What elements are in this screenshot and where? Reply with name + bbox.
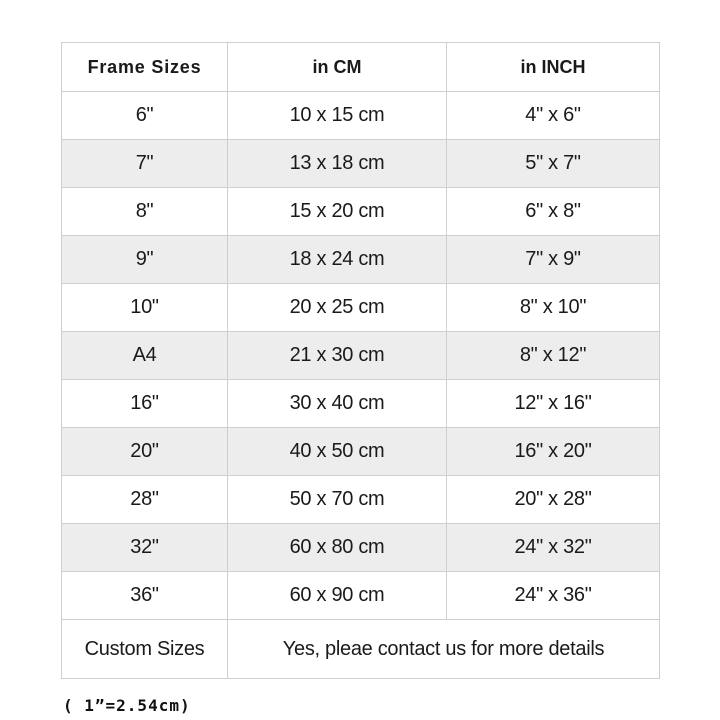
cm-size-cell: 40 x 50 cm <box>228 428 447 476</box>
table-row <box>62 524 660 572</box>
frame-size-cell: A4 <box>62 332 228 380</box>
frame-size-cell: 16" <box>62 380 228 428</box>
conversion-note: ( 1”=2.54cm) <box>63 696 191 715</box>
inch-size-cell: 20" x 28" <box>447 476 660 524</box>
inch-size-cell: 5" x 7" <box>447 140 660 188</box>
table-row <box>62 476 660 524</box>
table-row <box>62 572 660 620</box>
custom-sizes-text: Yes, pleae contact us for more details <box>228 620 660 679</box>
cm-size-cell: 13 x 18 cm <box>228 140 447 188</box>
inch-size-cell: 4" x 6" <box>447 92 660 140</box>
table-row <box>62 332 660 380</box>
custom-sizes-label: Custom Sizes <box>62 620 228 679</box>
inch-size-cell: 7" x 9" <box>447 236 660 284</box>
inch-size-cell: 16" x 20" <box>447 428 660 476</box>
cm-size-cell: 20 x 25 cm <box>228 284 447 332</box>
header-in-cm: in CM <box>228 43 447 92</box>
inch-size-cell: 8" x 12" <box>447 332 660 380</box>
table-row <box>62 284 660 332</box>
custom-sizes-row <box>62 620 660 679</box>
header-in-inch: in INCH <box>447 43 660 92</box>
cm-size-cell: 50 x 70 cm <box>228 476 447 524</box>
frame-size-cell: 32" <box>62 524 228 572</box>
table-row <box>62 428 660 476</box>
inch-size-cell: 6" x 8" <box>447 188 660 236</box>
table-row <box>62 236 660 284</box>
frame-size-cell: 20" <box>62 428 228 476</box>
frame-size-table <box>61 42 660 679</box>
table-row <box>62 380 660 428</box>
table-row <box>62 188 660 236</box>
cm-size-cell: 21 x 30 cm <box>228 332 447 380</box>
frame-size-cell: 28" <box>62 476 228 524</box>
frame-size-cell: 10" <box>62 284 228 332</box>
table-row <box>62 92 660 140</box>
header-frame-sizes: Frame Sizes <box>62 43 228 92</box>
frame-size-cell: 9" <box>62 236 228 284</box>
frame-size-cell: 6" <box>62 92 228 140</box>
table-header-row <box>62 43 660 92</box>
frame-size-cell: 36" <box>62 572 228 620</box>
inch-size-cell: 24" x 32" <box>447 524 660 572</box>
cm-size-cell: 18 x 24 cm <box>228 236 447 284</box>
frame-size-cell: 7" <box>62 140 228 188</box>
inch-size-cell: 12" x 16" <box>447 380 660 428</box>
cm-size-cell: 60 x 90 cm <box>228 572 447 620</box>
frame-size-cell: 8" <box>62 188 228 236</box>
inch-size-cell: 8" x 10" <box>447 284 660 332</box>
table-body <box>62 92 660 620</box>
table-row <box>62 140 660 188</box>
inch-size-cell: 24" x 36" <box>447 572 660 620</box>
cm-size-cell: 60 x 80 cm <box>228 524 447 572</box>
cm-size-cell: 10 x 15 cm <box>228 92 447 140</box>
cm-size-cell: 30 x 40 cm <box>228 380 447 428</box>
cm-size-cell: 15 x 20 cm <box>228 188 447 236</box>
